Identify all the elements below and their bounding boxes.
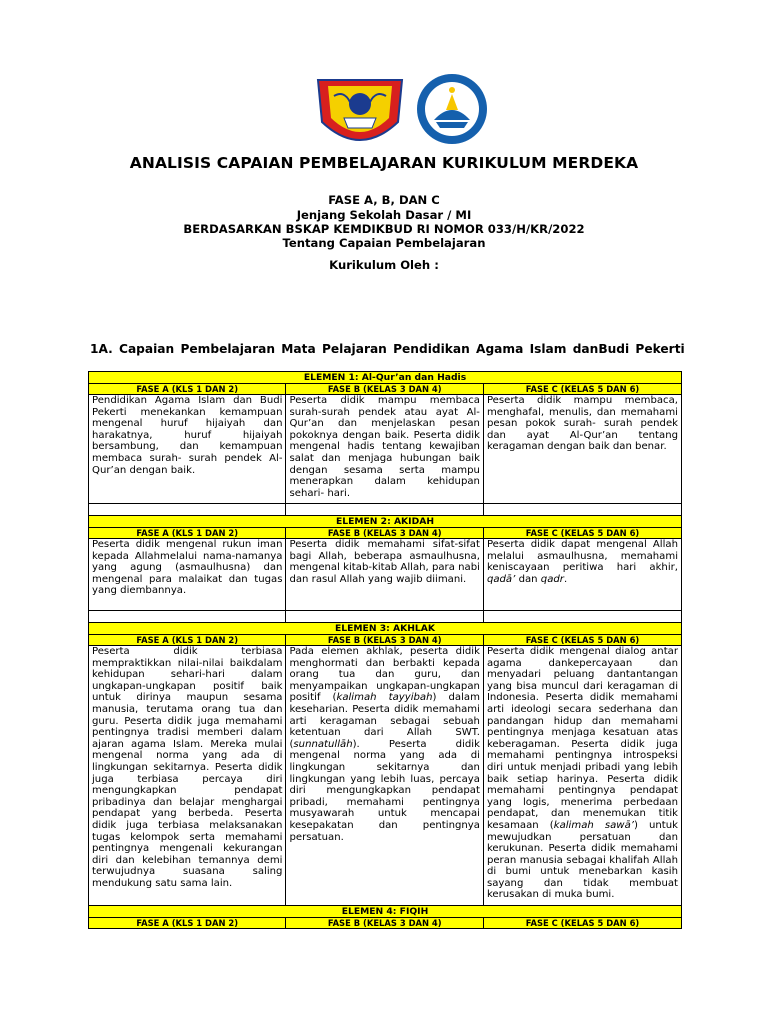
- elemen-1-fase-a-cell: Pendidikan Agama Islam dan Budi Pekerti menekankan kemampuan mengenal huruf hijaiyah dan harakatnya, huruf hijaiyah bersambung, dan kemampuan membaca surah- surah pendek Al-Qur’an dengan baik.: [89, 395, 286, 504]
- conjunction-text: dan: [518, 573, 538, 585]
- fase-b-header: FASE B (KELAS 3 DAN 4): [286, 528, 483, 539]
- qadr-term: qadr: [540, 573, 564, 585]
- elemen-1-fase-b-cell: Peserta didik mampu membaca surah-surah pendek atau ayat Al-Qur’an dan menjelaskan pesan pokoknya dengan baik. Peserta didik mengenal hadis tentang kewajiban salat dan menjaga hubungan baik dengan sesama serta mampu menerapkan dalam kehidupan sehari- hari.: [286, 395, 483, 504]
- kurikulum-oleh-line: Kurikulum Oleh :: [329, 258, 439, 272]
- elemen-2-fase-a-cell: Peserta didik mengenal rukun iman kepada Allahmelalui nama-namanya yang agung (asmaulhusna) dan mengenal para malaikat dan tugas yang diembannya.: [89, 539, 286, 611]
- qada-term: qadā’: [486, 573, 516, 585]
- fase-a-header: FASE A (KLS 1 DAN 2): [89, 384, 286, 395]
- fase-b-header: FASE B (KELAS 3 DAN 4): [286, 918, 483, 929]
- elemen-3-fase-c-cell: [483, 646, 681, 906]
- capaian-table: [88, 371, 682, 929]
- text-part: ) dalam keseharian. Peserta didik memahami arti keragaman sebagai sebuah ketentuan dari Allah SWT. (: [289, 692, 480, 750]
- text-part: ). Peserta didik mengenal norma yang ada di lingkungan sekitarnya dan lingkungan yang lebih luas, percaya diri mengungkapkan pendapat pribadi, memahami pentingnya musyawarah untuk mencapai kesepakatan dan pentingnya persatuan.: [289, 738, 480, 843]
- elemen-2-fase-c-text: Peserta didik dapat mengenal Allah melalui asmaulhusna, memahami keniscayaan peritiwa hari akhir,: [486, 539, 678, 574]
- fase-a-header: FASE A (KLS 1 DAN 2): [89, 918, 286, 929]
- fase-a-header: FASE A (KLS 1 DAN 2): [89, 528, 286, 539]
- sunnatullah-term: sunnatullāh: [293, 738, 353, 750]
- fase-b-header: FASE B (KELAS 3 DAN 4): [286, 384, 483, 395]
- elemen-3-title: ELEMEN 3: AKHLAK: [89, 623, 682, 635]
- kalimah-sawa-term: kalimah sawā’: [553, 819, 634, 831]
- provincial-emblem-logo: [314, 72, 406, 146]
- text-part: Pada elemen akhlak, peserta didik menghormati dan berbakti kepada orang tua dan guru, dan menyampaikan ungkapan-ungkapan positif (: [289, 646, 480, 704]
- fase-a-header: FASE A (KLS 1 DAN 2): [89, 635, 286, 646]
- tentang-line: Tentang Capaian Pembelajaran: [282, 236, 486, 250]
- fase-c-header: FASE C (KELAS 5 DAN 6): [483, 528, 681, 539]
- elemen-3-fase-a-cell: Peserta didik terbiasa mempraktikkan nilai-nilai baikdalam kehidupan sehari-hari dalam ungkapan-ungkapan positif baik untuk dirinya maupun sesama manusia, terutama orang tua dan guru. Peserta didik juga memahami pentingnya tradisi memberi dalam ajaran agama Islam. Mereka mulai mengenal norma yang ada di lingkungan sekitarnya. Peserta didik juga terbiasa percaya diri mengungkapkan pendapat pribadinya dan belajar menghargai pendapat yang berbeda. Peserta didik juga terbiasa melaksanakan tugas kelompok serta memahami pentingnya mengenali kekurangan diri dan kelebihan temannya demi terwujudnya suasana saling mendukung satu sama lain.: [89, 646, 286, 906]
- fase-c-header: FASE C (KELAS 5 DAN 6): [483, 384, 681, 395]
- elemen-2-fase-c-cell: [483, 539, 681, 611]
- elemen-1-fase-c-cell: Peserta didik mampu membaca, menghafal, menulis, dan memahami pesan pokok surah- surah pendek dan ayat Al-Qur’an tentang keragaman dengan baik dan benar.: [483, 395, 681, 504]
- section-heading: 1A. Capaian Pembelajaran Mata Pelajaran Pendidikan Agama Islam danBudi Pekerti: [90, 342, 685, 356]
- fase-c-header: FASE C (KELAS 5 DAN 6): [483, 635, 681, 646]
- document-title: ANALISIS CAPAIAN PEMBELAJARAN KURIKULUM MERDEKA: [129, 154, 639, 172]
- tut-wuri-handayani-logo: [412, 72, 492, 146]
- text-part: Peserta didik mengenal dialog antar agama dankepercayaan dan menyadari peluang dantantangan yang bisa muncul dari keragaman di Indonesia. Peserta didik memahami arti ideologi secara sederhana dan pandangan hidup dan memahami pentingnya menjaga kesatuan atas keberagaman. Peserta didik juga memahami pentingnya introspeksi diri untuk menjadi pribadi yang lebih baik setiap harinya. Peserta didik memahami pentingnya pendapat yang logis, menerima perbedaan pendapat, dan menemukan titik kesamaan (: [486, 646, 678, 831]
- fase-line: FASE A, B, DAN C: [328, 193, 440, 207]
- fase-c-header: FASE C (KELAS 5 DAN 6): [483, 918, 681, 929]
- elemen-1-title: ELEMEN 1: Al-Qur’an dan Hadis: [89, 372, 682, 384]
- elemen-2-title: ELEMEN 2: AKIDAH: [89, 516, 682, 528]
- kalimah-tayyibah-term: kalimah tayyibah: [336, 692, 433, 704]
- elemen-3-fase-b-cell: [286, 646, 483, 906]
- period-text: .: [563, 573, 568, 585]
- jenjang-line: Jenjang Sekolah Dasar / MI: [296, 208, 472, 222]
- fase-b-header: FASE B (KELAS 3 DAN 4): [286, 635, 483, 646]
- text-part: ) untuk mewujudkan persatuan dan kerukunan. Peserta didik memahami peran manusia sebagai khalifah Allah di bumi untuk menebarkan kasih sayang dan tidak membuat kerusakan di muka bumi.: [486, 819, 678, 901]
- dasar-line: BERDASARKAN BSKAP KEMDIKBUD RI NOMOR 033/H/KR/2022: [183, 222, 585, 236]
- logos: [0, 72, 768, 152]
- elemen-4-title: ELEMEN 4: FIQIH: [89, 906, 682, 918]
- elemen-2-fase-b-cell: Peserta didik memahami sifat-sifat bagi Allah, beberapa asmaulhusna, mengenal kitab-kitab Allah, para nabi dan rasul Allah yang wajib diimani.: [286, 539, 483, 611]
